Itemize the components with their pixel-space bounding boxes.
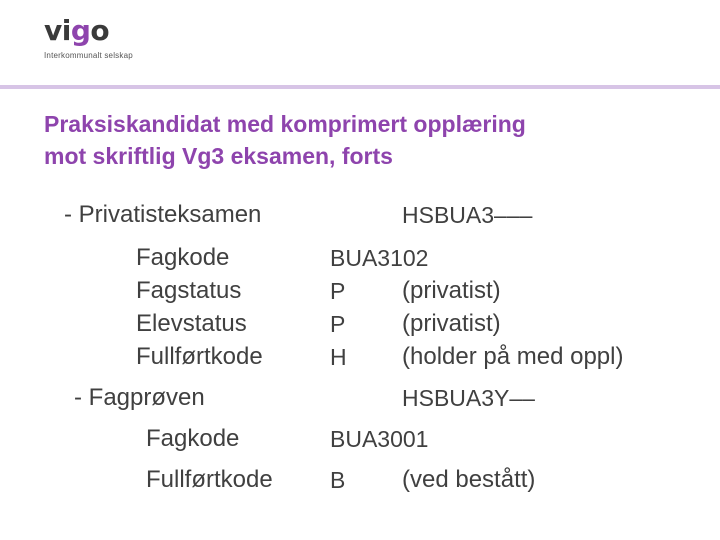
field-code: P: [330, 278, 346, 304]
field-label: Elevstatus: [136, 310, 247, 337]
logo-wordmark: vigo: [44, 14, 110, 47]
field-code: BUA3001: [330, 426, 429, 452]
logo-tagline: Interkommunalt selskap: [44, 51, 133, 60]
slide-title-line-1: Praksiskandidat med komprimert opplæring: [44, 111, 526, 137]
slide-title-line-2: mot skriftlig Vg3 eksamen, forts: [44, 143, 393, 169]
section-heading-privatisteksamen: - Privatisteksamen: [64, 201, 262, 228]
field-note: (holder på med oppl): [402, 343, 624, 370]
header-divider: [0, 85, 720, 89]
field-label: Fagkode: [146, 425, 240, 452]
field-label: Fagstatus: [136, 277, 242, 304]
vigo-logo: [44, 14, 133, 60]
field-code: H: [330, 344, 347, 370]
field-note: (privatist): [402, 277, 501, 304]
field-label: Fagkode: [136, 244, 230, 271]
section-heading-fagproven: - Fagprøven: [74, 384, 205, 411]
field-code: BUA3102: [330, 245, 429, 271]
field-label: Fullførtkode: [146, 466, 273, 493]
section-code-privatisteksamen: HSBUA3–––: [402, 202, 533, 228]
field-note: (privatist): [402, 310, 501, 337]
section-code-fagproven: HSBUA3Y––: [402, 385, 535, 411]
field-code: B: [330, 467, 346, 493]
slide-title: [44, 108, 684, 172]
field-note: (ved bestått): [402, 466, 536, 493]
field-label: Fullførtkode: [136, 343, 263, 370]
field-code: P: [330, 311, 346, 337]
